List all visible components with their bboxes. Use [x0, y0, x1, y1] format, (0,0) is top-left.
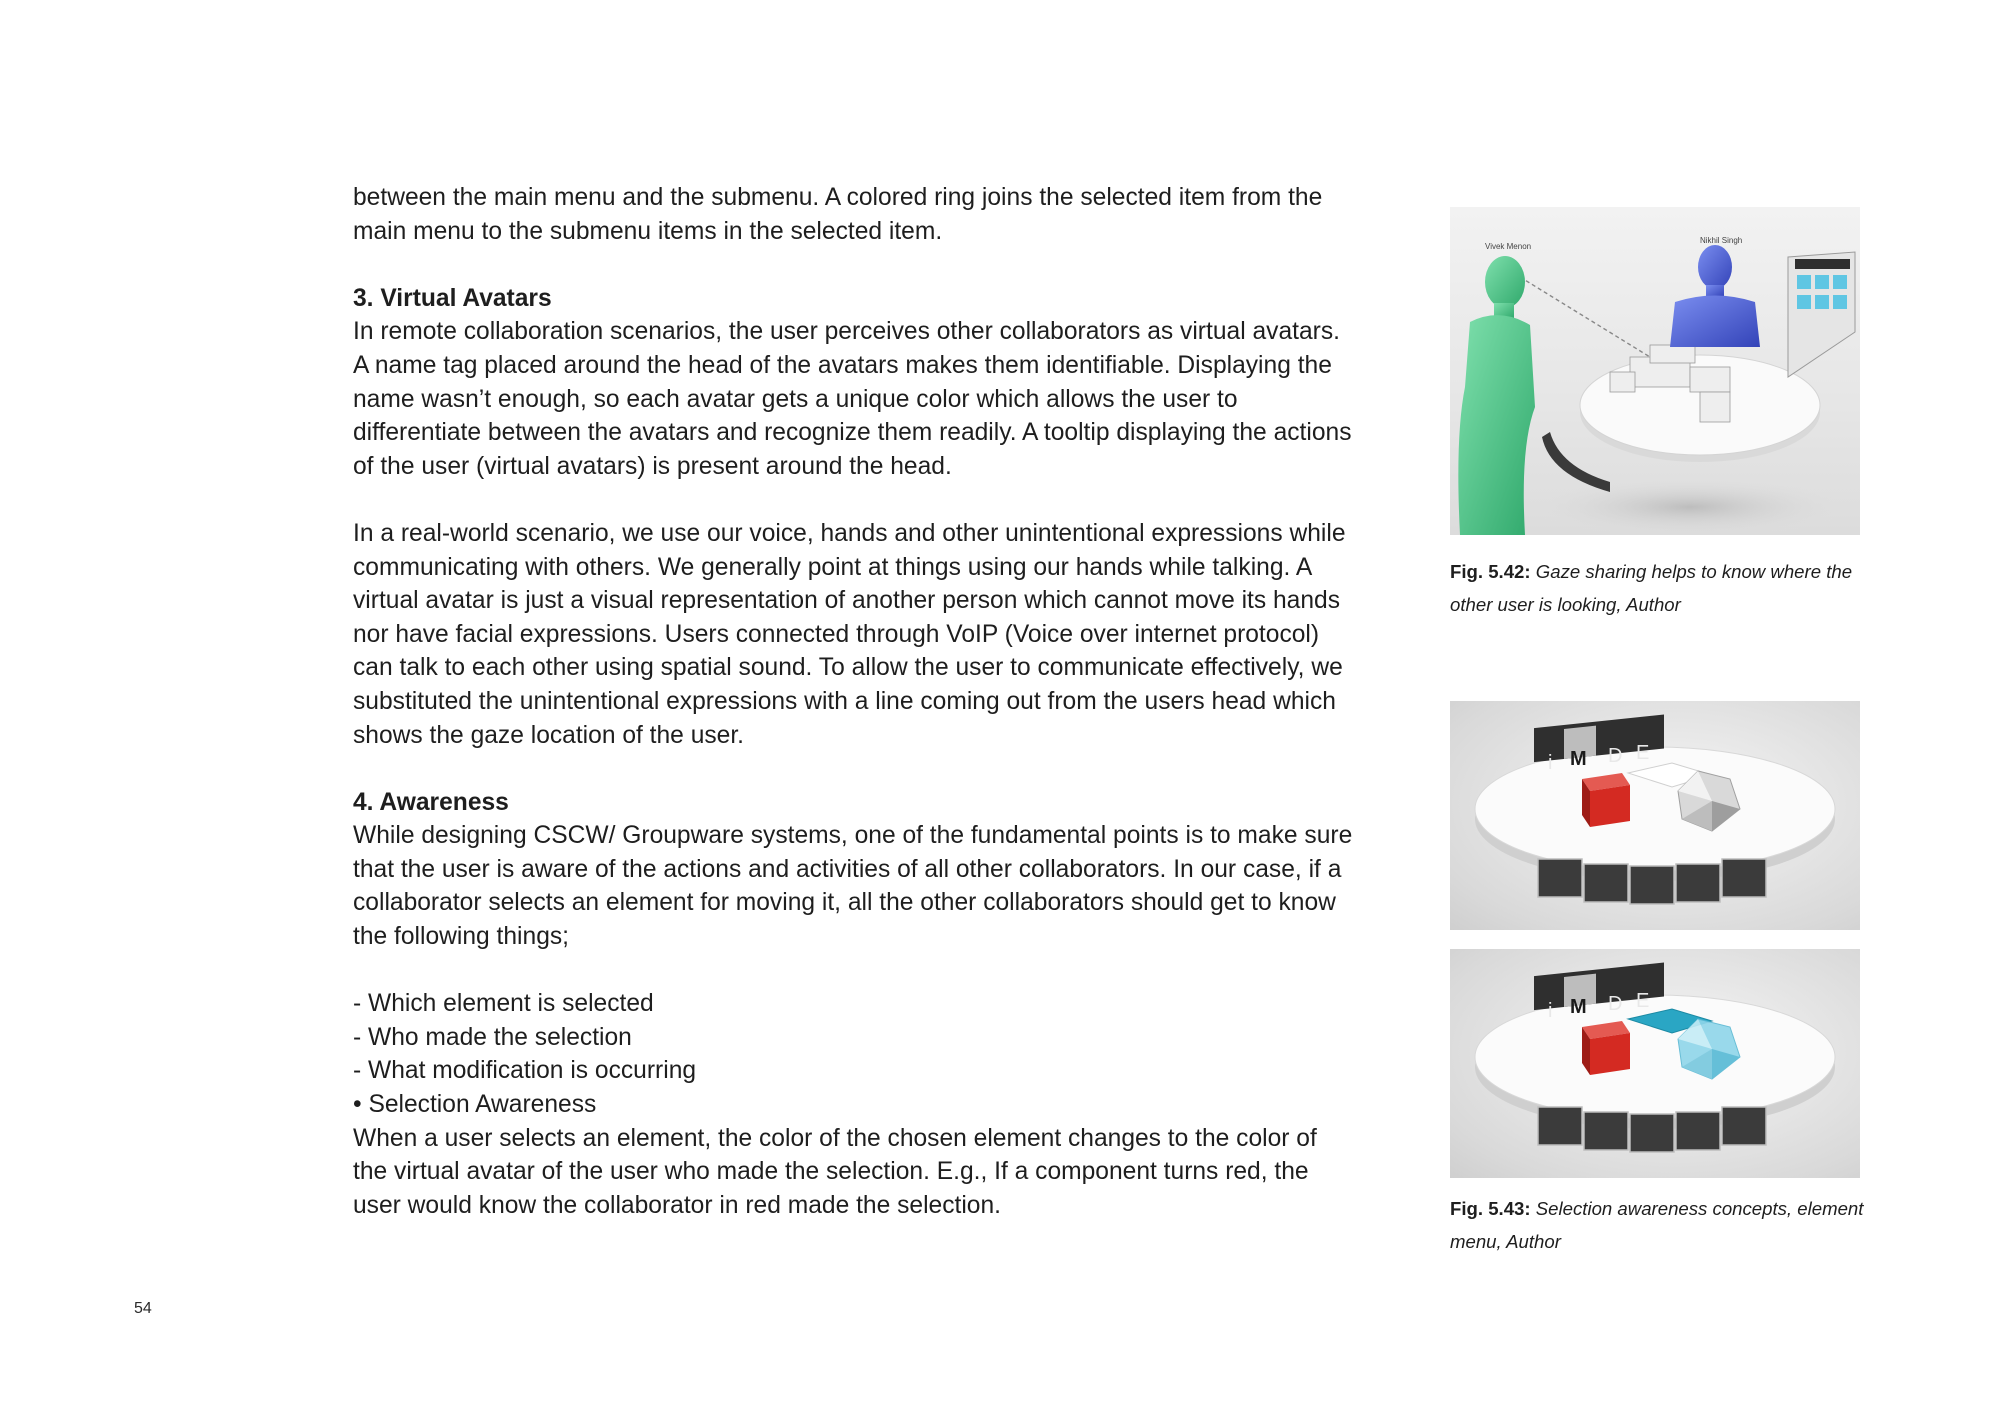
awareness-list — [353, 987, 1353, 1088]
section-3-paragraph-2: In a real-world scenario, we use our voice, hands and other unintentional expressions while communicating with others. We generally point at things using our hands while talking. A virtual avatar is just a visual representation of another person which cannot move its hands nor have facial expressions. Users connected through VoIP (Voice over internet protocol) can talk to each other using spatial sound. To allow the user to communicate effectively, we substituted the unintentional expressions with a line coming out from the users head which shows the gaze location of the user. — [353, 519, 1346, 749]
menu-letter-i: i — [1548, 1000, 1553, 1022]
selection-concept-illustration — [1450, 701, 1860, 930]
section-4-heading: 4. Awareness — [353, 788, 509, 816]
figure-selection-concept-2 — [1450, 949, 1860, 1178]
menu-letter-e: E — [1636, 990, 1650, 1012]
floating-menu-panel — [1788, 252, 1855, 377]
selection-concept-illustration — [1450, 949, 1860, 1178]
intro-paragraph: between the main menu and the submenu. A colored ring joins the selected item from the main menu to the submenu items in the selected item. — [353, 184, 1323, 245]
figure-selection-concept-1 — [1450, 701, 1860, 930]
section-4-paragraph-1: While designing CSCW/ Groupware systems, one of the fundamental points is to make sure that the user is aware of the actions and activities of all other collaborators. In our case, if a collaborator selects an element for moving it, all the other collaborators should get to know the following things; — [353, 822, 1353, 951]
caption-text: Gaze sharing helps to know where the other user is looking, Author — [1450, 561, 1853, 615]
figure-gaze-sharing — [1450, 207, 1860, 535]
section-3-paragraph-1: In remote collaboration scenarios, the user perceives other collaborators as virtual avatars. A name tag placed around the head of the avatars makes them identifiable. Displaying the name wasn’t enough, so each avatar gets a unique color which allows the user to differentiate between the avatars and recognize them readily. A tooltip displaying the actions of the user (virtual avatars) is present around the head. — [353, 318, 1352, 480]
menu-letter-m: M — [1570, 748, 1587, 770]
name-tag-right: Nikhil Singh — [1700, 236, 1743, 245]
figure-5-43-caption — [1450, 1192, 1870, 1258]
menu-letter-e: E — [1636, 742, 1650, 764]
page-number: 54 — [134, 1300, 152, 1317]
green-avatar — [1458, 256, 1535, 535]
selection-awareness-subheading: • Selection Awareness — [353, 1091, 597, 1119]
gaze-sharing-illustration — [1450, 207, 1860, 535]
figure-5-42-caption — [1450, 555, 1870, 621]
section-4-paragraph-2: When a user selects an element, the color of the chosen element changes to the color of the virtual avatar of the user who made the selection. E.g., If a component turns red, the user would know the collaborator in red made the selection. — [353, 1124, 1317, 1219]
list-item: - Who made the selection — [353, 1023, 632, 1051]
name-tag-left: Vivek Menon — [1485, 242, 1532, 251]
caption-text: Selection awareness concepts, element menu, Author — [1450, 1198, 1864, 1252]
menu-letter-m: M — [1570, 996, 1587, 1018]
main-text-column — [353, 181, 1353, 1222]
menu-letter-d: D — [1608, 745, 1623, 767]
menu-letter-i: i — [1548, 752, 1553, 774]
section-3-heading: 3. Virtual Avatars — [353, 284, 552, 312]
caption-label: Fig. 5.43: — [1450, 1198, 1531, 1219]
blue-avatar — [1670, 245, 1760, 347]
red-cube — [1582, 1021, 1630, 1075]
list-item: - Which element is selected — [353, 990, 654, 1018]
caption-label: Fig. 5.42: — [1450, 561, 1531, 582]
menu-letter-d: D — [1608, 993, 1623, 1015]
list-item: - What modification is occurring — [353, 1057, 697, 1085]
red-cube — [1582, 773, 1630, 827]
